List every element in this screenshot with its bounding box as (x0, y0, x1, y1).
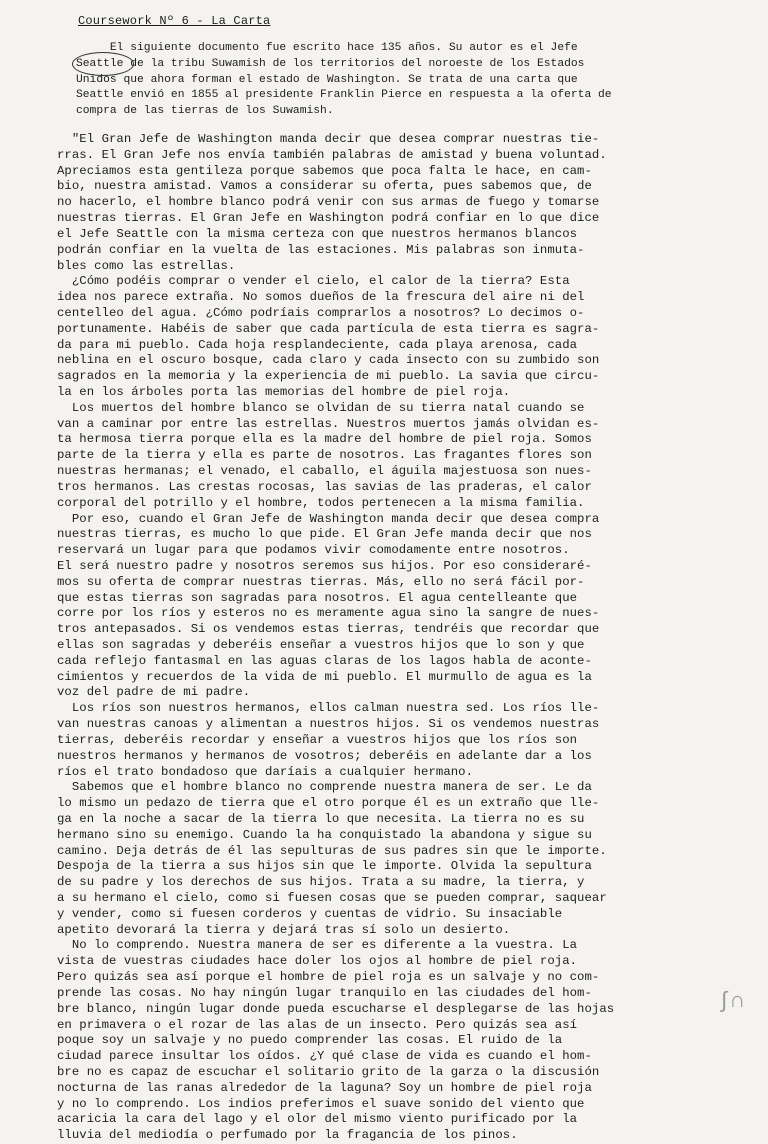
text-line: tierras, deberéis recordar y enseñar a vuestros hijos que los ríos son (57, 732, 578, 747)
text-line: El siguiente documento fue escrito hace 135 años. Su autor es el Jefe (76, 42, 578, 54)
text-line: que estas tierras son sagradas para nosotros. El agua centelleante que (57, 590, 578, 605)
text-line: sagrados en la memoria y la experiencia de mi pueblo. La savia que circu- (57, 369, 600, 384)
text-line: hermano sino su enemigo. Cuando la ha conquistado la abandona y sigue su (57, 827, 592, 842)
text-line: podrán confiar en la vuelta de las estaciones. Mis palabras son inmuta- (57, 242, 585, 257)
text-line: de su padre y los derechos de sus hijos. Trata a su madre, la tierra, y (57, 875, 585, 890)
text-line: ta hermosa tierra porque ella es la madre del hombre de piel roja. Somos (57, 432, 592, 447)
text-line: acaricia la cara del lago y el olor del mismo viento purificado por la (57, 1112, 578, 1127)
text-line: nuestras tierras. El Gran Jefe en Washington podrá confiar en lo que dice (57, 211, 600, 226)
text-line: el Jefe Seattle con la misma certeza con que nuestros hermanos blancos (57, 226, 578, 241)
text-line: prende las cosas. No hay ningún lugar tranquilo en las ciudades del hom- (57, 985, 592, 1000)
text-line: neblina en el oscuro bosque, cada claro y cada insecto con su zumbido son (57, 353, 600, 368)
text-line: Sabemos que el hombre blanco no comprende nuestra manera de ser. Le da (57, 780, 592, 795)
text-line: centelleo del agua. ¿Cómo podríais comprarlos a nosotros? Lo decimos o- (57, 305, 585, 320)
text-line: rras. El Gran Jefe nos envía también palabras de amistad y buena voluntad. (57, 147, 607, 162)
text-line: Despoja de la tierra a sus hijos sin que le importe. Olvida la sepultura (57, 859, 592, 874)
text-line: ellas son sagradas y deberéis enseñar a vuestros hijos que lo son y que (57, 638, 585, 652)
text-line: tros hermanos. Las crestas rocosas, las savias de las praderas, el calor (57, 479, 592, 494)
text-line: compra de las tierras de los Suwamish. (76, 105, 334, 118)
handwritten-corner-mark: ∫∩ (717, 989, 744, 1014)
text-line: ¿Cómo podéis comprar o vender el cielo, el calor de la tierra? Esta (57, 274, 570, 289)
text-line: corporal del potrillo y el hombre, todos pertenecen a la misma familia. (57, 495, 585, 510)
text-line: nuestras tierras, es mucho lo que pide. El Gran Jefe manda decir que nos (57, 527, 592, 542)
text-line: van a caminar por entre las estrellas. Nuestros muertos jamás olvidan es- (57, 416, 600, 431)
text-line: bre no es capaz de escuchar el solitario grito de la garza o la discusión (57, 1064, 600, 1079)
text-line: poque soy un salvaje y no puedo comprender las cosas. El ruido de la (57, 1033, 563, 1048)
intro-paragraph (76, 40, 726, 119)
text-line: "El Gran Jefe de Washington manda decir que desea comprar nuestras tie- (57, 132, 600, 146)
text-line: da para mi pueblo. Cada hoja resplandeciente, cada playa arenosa, cada (57, 337, 578, 352)
text-line: en primavera o el rozar de las alas de un insecto. Pero quizás sea así (57, 1017, 578, 1032)
text-line: ríos el trato bondadoso que daríais a cualquier hermano. (57, 764, 474, 779)
text-line: no hacerlo, el hombre blanco podrá venir con sus armas de fuego y tomarse (57, 195, 600, 210)
text-line: portunamente. Habéis de saber que cada partícula de esta tierra es sagra- (57, 321, 600, 336)
text-line: Seattle envió en 1855 al presidente Franklin Pierce en respuesta a la oferta de (76, 89, 612, 102)
text-line: y no lo comprendo. Los indios preferimos el suave sonido del viento que (57, 1096, 585, 1111)
text-line: cada reflejo fantasmal en las aguas claras de los lagos habla de aconte- (57, 653, 592, 668)
text-line: corre por los ríos y esteros no es meramente agua sino la sangre de nues- (57, 606, 600, 621)
text-line: vista de vuestras ciudades hace doler los ojos al hombre de piel roja. (57, 954, 578, 969)
text-line: Unidos que ahora forman el estado de Washington. Se trata de una carta que (76, 73, 578, 86)
text-line: camino. Deja detrás de él las sepulturas de sus padres sin que le importe. (57, 843, 607, 858)
text-line: y vender, como si fuesen corderos y cuentas de vidrio. Su insaciable (57, 906, 563, 921)
text-line: cimientos y recuerdos de la vida de mi pueblo. El murmullo de agua es la (57, 669, 592, 684)
text-line: voz del padre de mi padre. (57, 685, 251, 700)
text-line: El será nuestro padre y nosotros seremos sus hijos. Por eso consideraré- (57, 558, 592, 573)
text-line: Seattle de la tribu Suwamish de los territorios del noroeste de los Estados (76, 57, 585, 70)
text-line: ga en la noche a sacar de la tierra lo que necesita. La tierra no es su (57, 811, 585, 826)
text-line: apetito devorará la tierra y dejará tras sí solo un desierto. (57, 922, 511, 937)
text-line: bio, nuestra amistad. Vamos a considerar su oferta, pues sabemos que, de (57, 179, 592, 194)
text-line: tros antepasados. Si os vendemos estas tierras, tendréis que recordar que (57, 622, 600, 637)
text-line: Los muertos del hombre blanco se olvidan de su tierra natal cuando se (57, 400, 585, 415)
text-line: nuestras hermanas; el venado, el caballo, el águila majestuosa son nues- (57, 464, 592, 479)
text-line: a su hermano el cielo, como si fuesen cosas que se pueden comprar, saquear (57, 891, 607, 905)
letter-body (57, 132, 757, 1144)
text-line: lluvia del mediodía o perfumado por la fragancia de los pinos. (57, 1128, 518, 1143)
text-line: idea nos parece extraña. No somos dueños de la frescura del aire ni del (57, 290, 585, 305)
text-line: No lo comprendo. Nuestra manera de ser es diferente a la vuestra. La (57, 938, 578, 953)
text-line: mos su oferta de comprar nuestras tierras. Más, ello no será fácil por- (57, 574, 585, 589)
text-line: bles como las estrellas. (57, 258, 236, 273)
text-line: Por eso, cuando el Gran Jefe de Washington manda decir que desea compra (57, 511, 600, 526)
text-line: nuestros hermanos y hermanos de vosotros; deberéis en adelante dar a los (57, 748, 592, 763)
text-line: van nuestras canoas y alimentan a nuestros hijos. Si os vendemos nuestras (57, 717, 600, 732)
text-line: bre blanco, ningún lugar donde pueda escucharse el desplegarse de las hojas (57, 1001, 615, 1016)
text-line: la en los árboles porta las memorias del hombre de piel roja. (57, 385, 511, 399)
text-line: nocturna de las ranas alrededor de la laguna? Soy un hombre de piel roja (57, 1080, 592, 1095)
text-line: Apreciamos esta gentileza porque sabemos que poca falta le hace, en cam- (57, 163, 592, 178)
text-line: Los ríos son nuestros hermanos, ellos calman nuestra sed. Los ríos lle- (57, 701, 600, 716)
text-line: lo mismo un pedazo de tierra que el otro porque él es un extraño que lle- (57, 796, 600, 811)
text-line: parte de la tierra y ella es parte de nosotros. Las fragantes flores son (57, 448, 592, 463)
text-line: ciudad parece insultar los oídos. ¿Y qué clase de vida es cuando el hom- (57, 1049, 592, 1064)
text-line: reservará un lugar para que podamos vivir comodamente entre nosotros. (57, 543, 570, 558)
text-line: Pero quizás sea así porque el hombre de piel roja es un salvaje y no com- (57, 970, 600, 985)
page-header: Coursework Nº 6 - La Carta (78, 14, 271, 28)
